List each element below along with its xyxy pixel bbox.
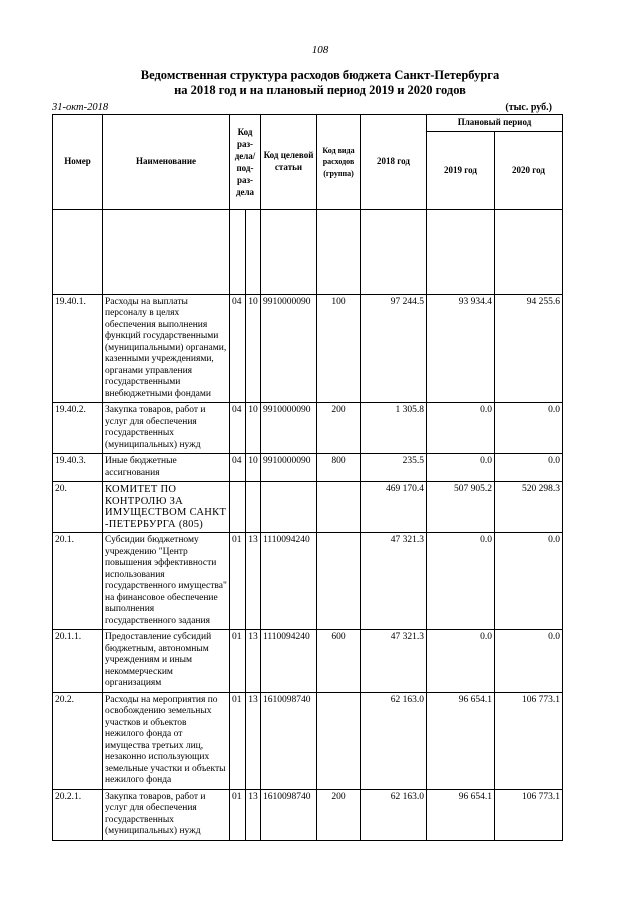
table-row: 20. КОМИТЕТ ПО КОНТРОЛЮ ЗА ИМУЩЕСТВОМ САНКТ -ПЕТЕРБУРГА (805) 469 170.4 507 905.2 520 298.3 — [53, 482, 563, 533]
table-row: 19.40.1. Расходы на выплаты персоналу в целях обеспечения выполнения функций государственными (муниципальными) органами, казенными учреждениями, органами управления государственными внебюджетными фондами 04 10 9910000090 100 97 244.5 93 934.4 94 255.6 — [53, 294, 563, 403]
table-row: 19.40.3. Иные бюджетные ассигнования 04 10 9910000090 800 235.5 0.0 0.0 — [53, 454, 563, 482]
header-number: Номер — [53, 115, 103, 210]
header-planned-period: Плановый период — [427, 115, 563, 132]
table-header-row — [53, 115, 563, 132]
units-label: (тыс. руб.) — [505, 102, 552, 113]
document-title — [0, 68, 640, 98]
budget-table — [52, 114, 563, 841]
header-2019: 2019 год — [427, 131, 495, 209]
header-2020: 2020 год — [495, 131, 563, 209]
table-spacer-row — [53, 209, 563, 294]
header-section: Код раз- дела/ под- раз- дела — [230, 115, 261, 210]
header-name: Наименование — [103, 115, 230, 210]
title-line-2: на 2018 год и на плановый период 2019 и 2020 годов — [174, 83, 466, 97]
table-row: 20.2. Расходы на мероприятия по освобождению земельных участков и объектов нежилого фонда от имущества третьих лиц, незаконно использующих земельные участки и объекты нежилого фонда 01 13 1610098740 62 163.0 96 654.1 106 773.1 — [53, 692, 563, 789]
table-row: 20.1. Субсидии бюджетному учреждению "Центр повышения эффективности использования государственного имущества" на финансовое обеспечение выполнения государственного задания 01 13 1110094240 47 321.3 0.0 0.0 — [53, 533, 563, 630]
header-expense-type: Код вида расходов (группа) — [317, 115, 361, 210]
title-line-1: Ведомственная структура расходов бюджета Санкт-Петербурга — [140, 68, 500, 82]
header-2018: 2018 год — [361, 115, 427, 210]
table-row: 20.2.1. Закупка товаров, работ и услуг для обеспечения государственных (муниципальных) нужд 01 13 1610098740 200 62 163.0 96 654.1 106 773.1 — [53, 789, 563, 840]
page-number: 108 — [311, 44, 329, 56]
document-date: 31-окт-2018 — [52, 102, 109, 113]
table-row: 20.1.1. Предоставление субсидий бюджетным, автономным учреждениям и иным некоммерческим организациям 01 13 1110094240 600 47 321.3 0.0 0.0 — [53, 630, 563, 693]
header-target: Код целевой статьи — [261, 115, 317, 210]
table-row: 19.40.2. Закупка товаров, работ и услуг для обеспечения государственных (муниципальных) нужд 04 10 9910000090 200 1 305.8 0.0 0.0 — [53, 403, 563, 454]
